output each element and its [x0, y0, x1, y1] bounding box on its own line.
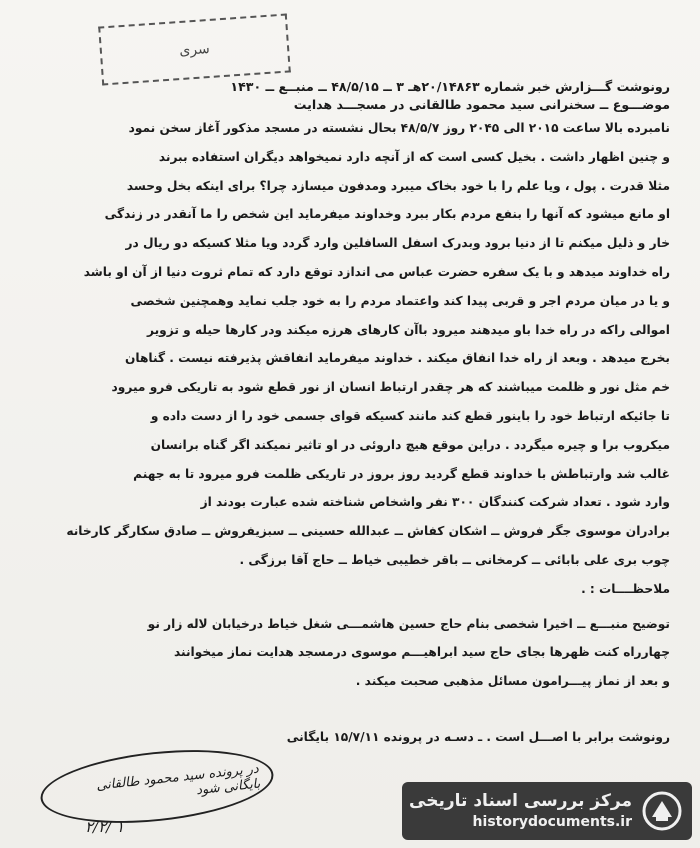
copy-certification: رونوشت برابر با اصـــل است . ـ دسـه در پرونده ۱۵/۷/۱۱ بایگانی [286, 730, 670, 744]
handwritten-initials: ۲/۲/ ۱ [85, 818, 125, 836]
body-line: راه خداوند میدهد و با یک سفره حضرت عباس می اندازد توقع دارد که تمام ثروت دنیا از آن او باشد [83, 264, 670, 279]
body-line: خار و ذلیل میکنم تا از دنیا برود وبدرک اسفل السافلین وارد گردد ویا مثلا کسیکه دو ریال در [125, 236, 670, 251]
body-line: خم مثل نور و ظلمت میباشند که هر چقدر ارتباط انسان از نور قطع شود به تاریکی فرو میرود [111, 380, 670, 395]
archive-logo-icon [642, 791, 682, 831]
handwritten-signature: در پرونده سید محمود طالقانی بایگانی شود [95, 761, 262, 799]
body-line: برادران موسوی جگر فروش ــ اشکان کفاش ــ عبدالله حسینی ــ سبزیفروش ــ صادق سکارگر کارخانه [66, 524, 670, 539]
watermark-site: historydocuments.ir [472, 814, 632, 830]
body-line: و چنین اظهار داشت . بخیل کسی است که از آنچه دارد نمیخواهد دیگران استفاده ببرند [158, 149, 670, 164]
document-body [40, 78, 670, 696]
body-line: چوب بری علی بابائی ــ کرمخانی ــ باقر خطیبی خیاط ــ حاج آقا برزگی . [239, 552, 670, 567]
body-line: اموالی راکه در راه خدا باو میدهند میرود باآن کارهای هرزه میکند ودر کارها حیله و تزویر [147, 322, 670, 337]
body-line: وارد شود . تعداد شرکت کنندگان ۳۰۰ نفر واشخاص شناخته شده عبارت بودند از [200, 495, 670, 510]
remarks-line: ملاحظــــات : . [581, 581, 670, 596]
body-line: نامبرده بالا ساعت ۲۰۱۵ الی ۲۰۴۵ روز ۴۸/۵/۷ بحال نشسته در مسجد مذکور آغاز سخن نمود [128, 121, 670, 135]
body-line: و یا در میان مردم اجر و قربی پیدا کند واعتماد مردم را به خود جلب نماید وهمچنین شخصی [130, 293, 670, 308]
body-line: غالب شد وارتباطش با خداوند قطع گردید روز بروز در تاریکی ظلمت فرو میرود تا به جهنم [133, 466, 670, 481]
notes-line: و بعد از نماز پیـــرامون مسائل مذهبی صحبت میکند . [355, 674, 670, 689]
stamp-text: سری [178, 40, 211, 59]
classification-stamp [98, 13, 291, 85]
watermark-title: مرکز بررسی اسناد تاریخی [409, 791, 632, 811]
report-number-line: رونوشت گـــزارش خبر شماره ۲۰/۱۴۸۶۳هـ ۳ ــ ۴۸/۵/۱۵ ــ منبــع ــ ۱۴۳۰ [230, 79, 670, 94]
body-line: تا جائیکه ارتباط خود را باینور قطع کند مانند کسیکه قوای جسمی خود را از دست داده و [150, 408, 670, 423]
body-line: میکروب برا و چیره میگردد . دراین موقع هیچ داروئی در او تاثیر نمیکند اگر گناه برانسان [150, 437, 670, 452]
source-notes [40, 610, 670, 696]
body-line: او مانع میشود که آنها را بنفع مردم بکار ببرد وخداوند میفرماید این شخص را ما آنقدر در زندگی [104, 207, 670, 222]
body-line: مثلا قدرت . پول ، ویا علم را با خود بخاک میبرد ومدفون میسازد چرا؟ برای اینکه بخل وحسد [126, 178, 670, 193]
archive-watermark [402, 782, 692, 840]
body-line: بخرج میدهد . وبعد از راه خدا انفاق میکند . خداوند میفرماید انفاقش پذیرفته نیست . گناهان [125, 351, 670, 366]
notes-line: چهارراه کنت ظهرها بجای حاج سید ابراهیـــم موسوی درمسجد هدایت نماز میخوانند [173, 645, 670, 660]
subject-line: موضـــوع ــ سخنرانی سید محمود طالقانی در مسجـــد هدایت [293, 97, 670, 112]
report-paragraph [40, 114, 670, 604]
notes-line: توضیح منبـــع ــ اخیرا شخصی بنام حاج حسین هاشمـــی شغل خیاط درخیابان لاله زار نو [147, 616, 670, 631]
